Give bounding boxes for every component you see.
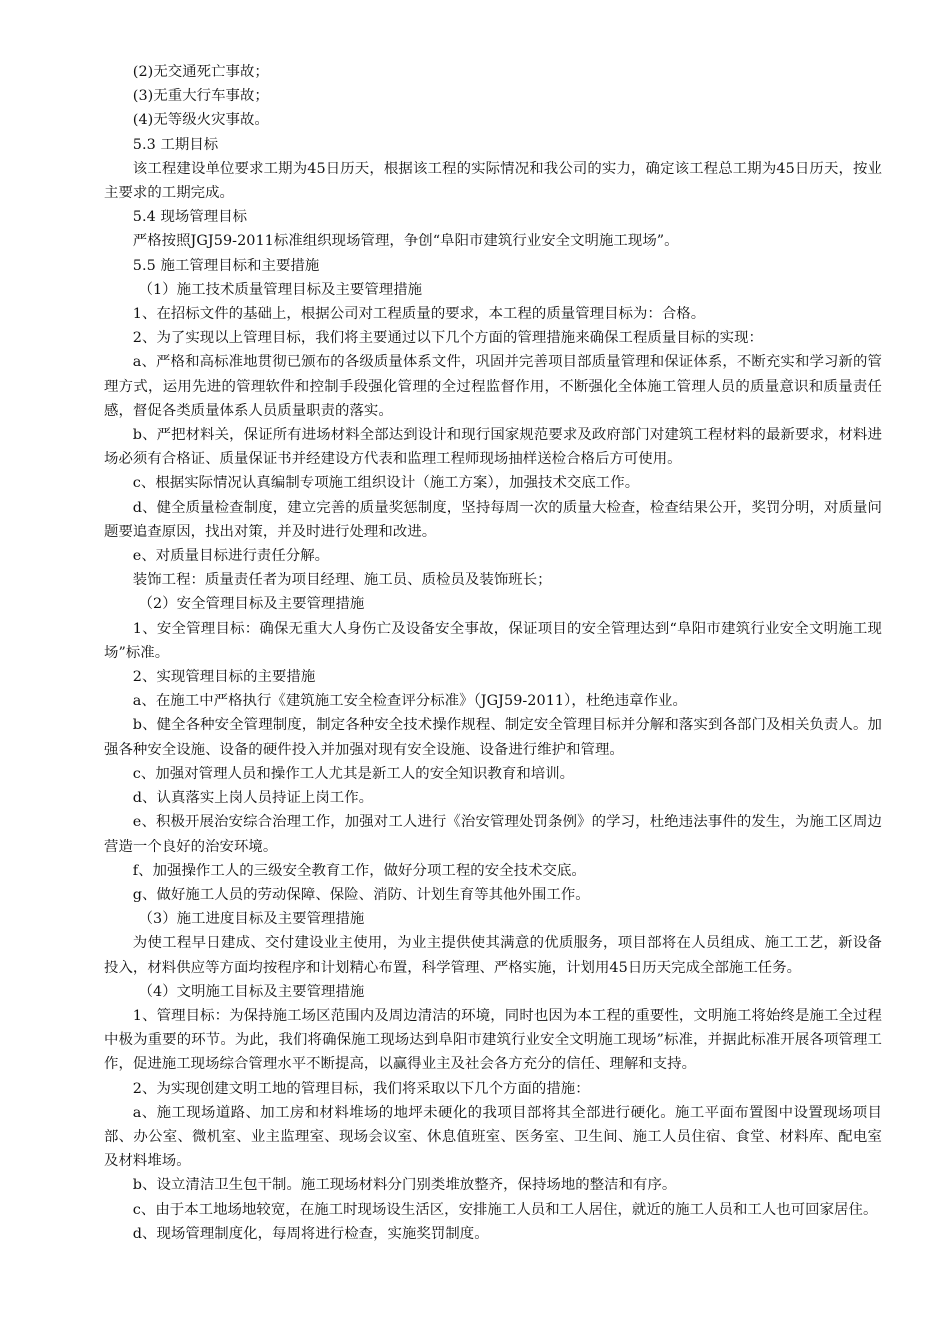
paragraph: 为使工程早日建成、交付建设业主使用，为业主提供使其满意的优质服务，项目部将在人员组成、施工工艺，新设备投入，材料供应等方面均按程序和计划精心布置，科学管理、严格实施，计划用45日历天完成全部施工任务。 [104,935,882,976]
paragraph: 5.3 工期目标 [132,136,219,153]
paragraph: e、对质量目标进行责任分解。 [132,548,330,565]
paragraph: e、积极开展治安综合治理工作，加强对工人进行《治安管理处罚条例》的学习，杜绝违法事件的发生，为施工区周边营造一个良好的治安环境。 [104,814,882,855]
paragraph: (2)无交通死亡事故； [132,64,269,80]
paragraph: 2、为了实现以上管理目标，我们将主要通过以下几个方面的管理措施来确保工程质量目标的实现： [132,330,763,347]
paragraph: （2）安全管理目标及主要管理措施 [138,596,365,613]
paragraph: f、加强操作工人的三级安全教育工作，做好分项工程的安全技术交底。 [132,862,586,879]
paragraph: c、由于本工地场地较宽，在施工时现场设生活区，安排施工人员和工人居住，就近的施工人员和工人也可回家居住。 [132,1201,878,1218]
paragraph: 2、为实现创建文明工地的管理目标，我们将采取以下几个方面的措施： [132,1080,590,1097]
paragraph: g、做好施工人员的劳动保障、保险、消防、计划生育等其他外围工作。 [132,886,590,903]
paragraph: d、认真落实上岗人员持证上岗工作。 [132,790,374,807]
paragraph: b、健全各种安全管理制度，制定各种安全技术操作规程、制定安全管理目标并分解和落实到各部门及相关负责人。加强各种安全设施、设备的硬件投入并加强对现有安全设施、设备进行维护和管理。 [104,717,882,758]
paragraph: c、加强对管理人员和操作工人尤其是新工人的安全知识教育和培训。 [132,765,575,782]
paragraph: a、施工现场道路、加工房和材料堆场的地坪未硬化的我项目部将其全部进行硬化。施工平面布置图中设置现场项目部、办公室、微机室、业主监理室、现场会议室、休息值班室、医务室、卫生间、施工人员住宿、食堂、材料库、配电室及材料堆场。 [104,1104,882,1170]
paragraph: （1）施工技术质量管理目标及主要管理措施 [138,281,423,298]
document-body [104,60,882,1246]
paragraph: 2、实现管理目标的主要措施 [132,669,316,686]
paragraph: c、根据实际情况认真编制专项施工组织设计（施工方案），加强技术交底工作。 [132,475,640,492]
paragraph: （3）施工进度目标及主要管理措施 [138,911,365,928]
paragraph: 该工程建设单位要求工期为45日历天，根据该工程的实际情况和我公司的实力，确定该工程总工期为45日历天，按业主要求的工期完成。 [104,160,882,202]
paragraph: 装饰工程：质量责任者为项目经理、施工员、质检员及装饰班长； [132,572,552,589]
paragraph: （4）文明施工目标及主要管理措施 [138,983,365,1000]
paragraph: 1、管理目标：为保持施工场区范围内及周边清洁的环境，同时也因为本工程的重要性，文明施工将始终是施工全过程中极为重要的环节。为此，我们将确保施工现场达到阜阳市建筑行业安全文明施工现场”标准，并据此标准开展各项管理工作，促进施工现场综合管理水平不断提高，以赢得业主及社会各方充分的信任、理解和支持。 [104,1007,882,1073]
paragraph: b、设立清洁卫生包干制。施工现场材料分门别类堆放整齐，保持场地的整洁和有序。 [132,1177,677,1194]
paragraph: a、在施工中严格执行《建筑施工安全检查评分标准》（JGJ59-2011），杜绝违章作业。 [132,693,687,710]
paragraph: d、健全质量检查制度，建立完善的质量奖惩制度，坚持每周一次的质量大检查，检查结果公开，奖罚分明，对质量问题要追查原因，找出对策，并及时进行处理和改进。 [104,499,882,540]
paragraph: 5.4 现场管理目标 [132,209,248,226]
paragraph: 1、在招标文件的基础上，根据公司对工程质量的要求，本工程的质量管理目标为：合格。 [132,306,706,323]
paragraph: (3)无重大行车事故； [132,88,269,105]
paragraph: d、现场管理制度化，每周将进行检查，实施奖罚制度。 [132,1225,489,1242]
paragraph: (4)无等级火灾事故。 [132,112,269,129]
paragraph: a、严格和高标准地贯彻已颁布的各级质量体系文件，巩固并完善项目部质量管理和保证体系，不断充实和学习新的管理方式，运用先进的管理软件和控制手段强化管理的全过程监督作用，不断强化全体施工管理人员的质量意识和质量责任感，督促各类质量体系人员质量职责的落实。 [104,354,882,419]
paragraph: 严格按照JGJ59-2011标准组织现场管理，争创“阜阳市建筑行业安全文明施工现场”。 [132,233,679,250]
paragraph: b、严把材料关，保证所有进场材料全部达到设计和现行国家规范要求及政府部门对建筑工程材料的最新要求，材料进场必须有合格证、质量保证书并经建设方代表和监理工程师现场抽样送检合格后方可使用。 [104,427,882,468]
paragraph: 1、安全管理目标：确保无重大人身伤亡及设备安全事故，保证项目的安全管理达到“阜阳市建筑行业安全文明施工现场”标准。 [104,620,882,661]
paragraph: 5.5 施工管理目标和主要措施 [132,257,320,274]
